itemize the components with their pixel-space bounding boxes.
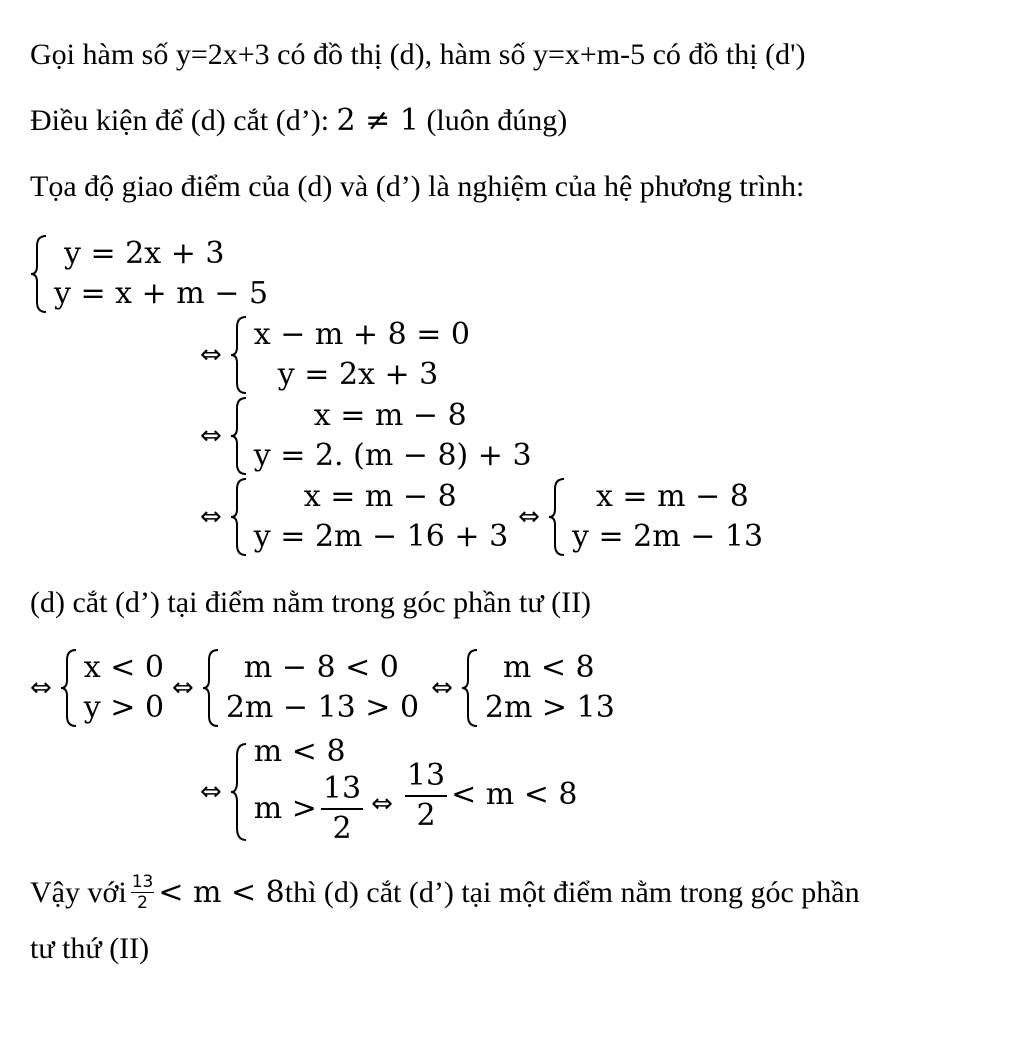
condition-prefix: Điều kiện để (d) cắt (d’): xyxy=(30,104,337,137)
fraction-denominator: 2 xyxy=(416,798,436,833)
fraction-denominator: 2 xyxy=(137,893,148,913)
system-5-row-2: y = 2m − 13 xyxy=(571,519,764,554)
iff-symbol: ⇔ xyxy=(200,777,222,807)
left-brace-icon xyxy=(230,477,252,557)
conclusion-line-2: tư thứ (II) xyxy=(30,932,150,965)
system-8-row-1: m < 8 xyxy=(502,650,595,685)
conclusion-text: thì (d) cắt (d’) tại một điểm nằm trong góc phần xyxy=(284,875,860,909)
final-range-fraction xyxy=(405,757,447,835)
final-range-suffix: < m < 8 xyxy=(451,776,578,812)
system-1 xyxy=(30,234,268,314)
iff-symbol: ⇔ xyxy=(431,673,453,703)
fraction-numerator: 13 xyxy=(321,770,363,810)
left-brace-icon xyxy=(230,742,252,842)
system-3-row-1: x = m − 8 xyxy=(313,398,467,433)
left-brace-icon xyxy=(30,234,52,314)
iff-symbol: ⇔ xyxy=(30,673,52,703)
fraction-numerator: 13 xyxy=(405,757,447,797)
condition-math: 2 ≠ 1 xyxy=(336,103,419,138)
iff-symbol: ⇔ xyxy=(200,340,222,370)
system-7-row-2: 2m − 13 > 0 xyxy=(225,690,420,725)
system-1-row-2: y = x + m − 5 xyxy=(54,276,269,311)
quadrant-line: (d) cắt (d’) tại điểm nằm trong góc phần tư (II) xyxy=(30,586,592,619)
condition-line xyxy=(30,103,568,138)
iff-symbol: ⇔ xyxy=(200,502,222,532)
system-9-row-2 xyxy=(254,769,367,849)
system-6-row-2: y > 0 xyxy=(83,690,165,725)
iff-symbol: ⇔ xyxy=(518,502,540,532)
system-1-row-1: y = 2x + 3 xyxy=(64,236,225,271)
system-4-5 xyxy=(196,477,763,557)
system-9-row-2-prefix: m > xyxy=(253,791,317,826)
conclusion-line-1 xyxy=(30,872,860,913)
system-4-row-2: y = 2m − 16 + 3 xyxy=(253,519,509,554)
system-2 xyxy=(196,315,470,395)
condition-suffix: (luôn đúng) xyxy=(418,104,568,137)
system-2-row-2: y = 2x + 3 xyxy=(277,357,439,392)
system-3 xyxy=(196,396,532,476)
left-brace-icon xyxy=(461,648,483,728)
iff-symbol: ⇔ xyxy=(371,789,393,819)
left-brace-icon xyxy=(60,648,82,728)
fraction-denominator: 2 xyxy=(332,811,352,846)
left-brace-icon xyxy=(230,396,252,476)
system-7-row-1: m − 8 < 0 xyxy=(243,650,399,685)
iff-symbol: ⇔ xyxy=(172,673,194,703)
fraction xyxy=(321,770,363,848)
system-9 xyxy=(196,735,578,849)
conclusion-math: < m < 8 xyxy=(158,874,285,910)
conclusion-fraction xyxy=(131,872,155,913)
system-8-row-2: 2m > 13 xyxy=(484,690,615,725)
system-3-row-2: y = 2. (m − 8) + 3 xyxy=(253,438,532,473)
system-6-7-8 xyxy=(26,648,615,728)
left-brace-icon xyxy=(230,315,252,395)
iff-symbol: ⇔ xyxy=(200,421,222,451)
intersection-line: Tọa độ giao điểm của (d) và (d’) là nghiệm của hệ phương trình: xyxy=(30,170,805,203)
system-6-row-1: x < 0 xyxy=(83,650,165,685)
conclusion-prefix: Vậy với xyxy=(30,875,127,909)
intro-line: Gọi hàm số y=2x+3 có đồ thị (d), hàm số y=x+m-5 có đồ thị (d') xyxy=(30,38,806,71)
system-9-row-1: m < 8 xyxy=(253,734,346,769)
left-brace-icon xyxy=(548,477,570,557)
system-5-row-1: x = m − 8 xyxy=(595,479,749,514)
left-brace-icon xyxy=(202,648,224,728)
fraction-numerator: 13 xyxy=(131,872,154,892)
system-4-row-1: x = m − 8 xyxy=(303,479,457,514)
system-2-row-1: x − m + 8 = 0 xyxy=(253,317,470,352)
